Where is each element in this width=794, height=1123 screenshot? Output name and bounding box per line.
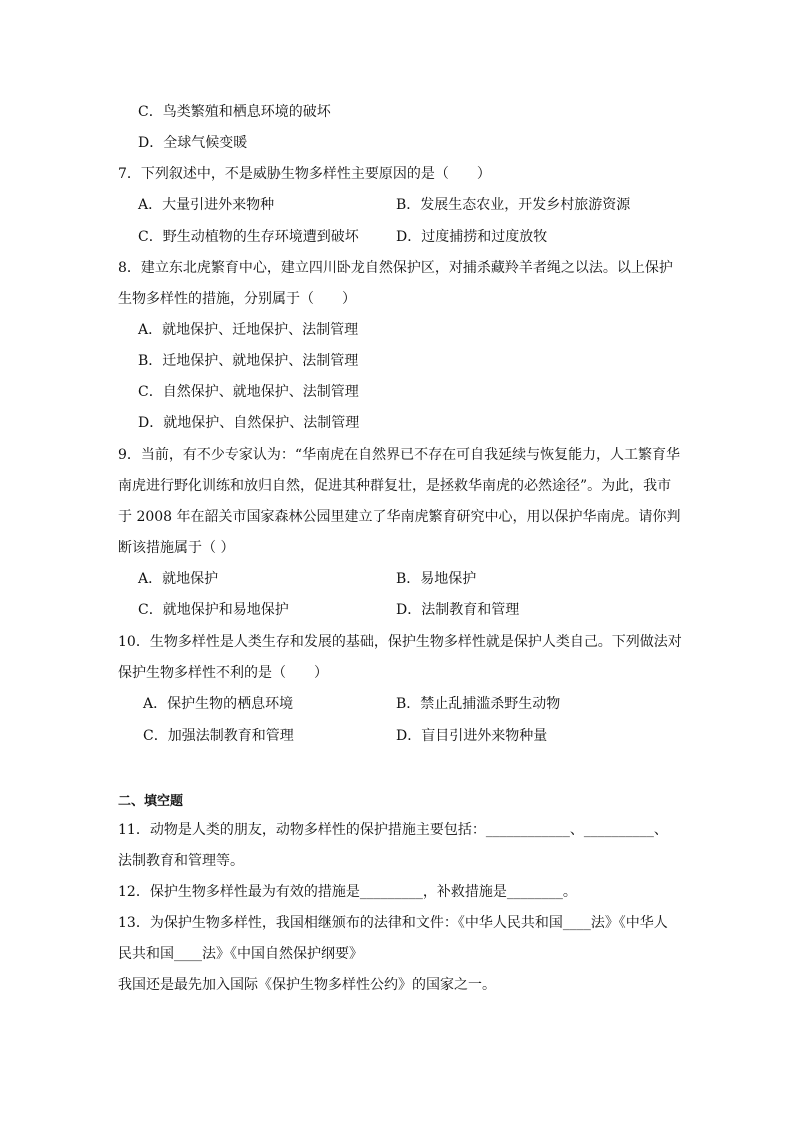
option-d: D．全球气候变暖 xyxy=(138,135,248,151)
option-d: D．盲目引进外来物种量 xyxy=(396,728,548,744)
option-c: C．加强法制教育和管理 xyxy=(143,728,294,744)
option-c: C．野生动植物的生存环境遭到破坏 xyxy=(138,229,359,245)
question-9-text: 断该措施属于（ ） xyxy=(118,540,235,556)
question-11-text: 11．动物是人类的朋友，动物多样性的保护措施主要包括：____________、__________、 xyxy=(118,822,668,838)
option-a: A．大量引进外来物种 xyxy=(138,197,275,213)
option-b: B．发展生态农业，开发乡村旅游资源 xyxy=(396,197,631,213)
option-d: D．过度捕捞和过度放牧 xyxy=(396,229,548,245)
question-10-text: 保护生物多样性不利的是（ ） xyxy=(118,665,328,681)
option-b: B．禁止乱捕滥杀野生动物 xyxy=(396,696,561,712)
option-a: A．就地保护、迁地保护、法制管理 xyxy=(138,322,359,338)
option-d: D．就地保护、自然保护、法制管理 xyxy=(138,415,360,431)
option-a: A．保护生物的栖息环境 xyxy=(143,696,294,712)
option-b: B．迁地保护、就地保护、法制管理 xyxy=(138,353,359,369)
question-10-text: 10．生物多样性是人类生存和发展的基础，保护生物多样性就是保护人类自己。下列做法对 xyxy=(118,634,682,650)
question-9-text: 南虎进行野化训练和放归自然，促进其种群复壮，是拯救华南虎的必然途径”。为此，我市 xyxy=(118,478,672,494)
question-9-text: 于 2008 年在韶关市国家森林公园里建立了华南虎繁育研究中心，用以保护华南虎。请你判 xyxy=(118,509,681,525)
question-11-text: 法制教育和管理等。 xyxy=(118,853,244,869)
question-13-text: 我国还是最先加入国际《保护生物多样性公约》的国家之一。 xyxy=(118,977,496,993)
option-c: C．就地保护和易地保护 xyxy=(138,602,289,618)
question-13-text: 民共和国____法》《中国自然保护纲要》 xyxy=(118,946,363,962)
question-13-text: 13．为保护生物多样性，我国相继颁布的法律和文件：《中华人民共和国____法》《中华人 xyxy=(118,915,668,931)
option-c: C．鸟类繁殖和栖息环境的破坏 xyxy=(138,104,331,120)
option-b: B．易地保护 xyxy=(396,571,477,587)
question-8-text: 8．建立东北虎繁育中心，建立四川卧龙自然保护区，对捕杀藏羚羊者绳之以法。以上保护 xyxy=(118,260,673,276)
option-a: A．就地保护 xyxy=(138,571,219,587)
question-7-text: 7．下列叙述中，不是威胁生物多样性主要原因的是（ ） xyxy=(118,166,491,182)
option-d: D．法制教育和管理 xyxy=(396,602,520,618)
question-8-text: 生物多样性的措施，分别属于（ ） xyxy=(118,291,356,307)
question-9-text: 9．当前，有不少专家认为：“华南虎在自然界已不存在可自我延续与恢复能力，人工繁育华 xyxy=(118,447,681,463)
section-heading: 二、填空题 xyxy=(118,794,184,809)
option-c: C．自然保护、就地保护、法制管理 xyxy=(138,384,359,400)
question-12-text: 12．保护生物多样性最为有效的措施是_________，补救措施是________。 xyxy=(118,884,577,900)
